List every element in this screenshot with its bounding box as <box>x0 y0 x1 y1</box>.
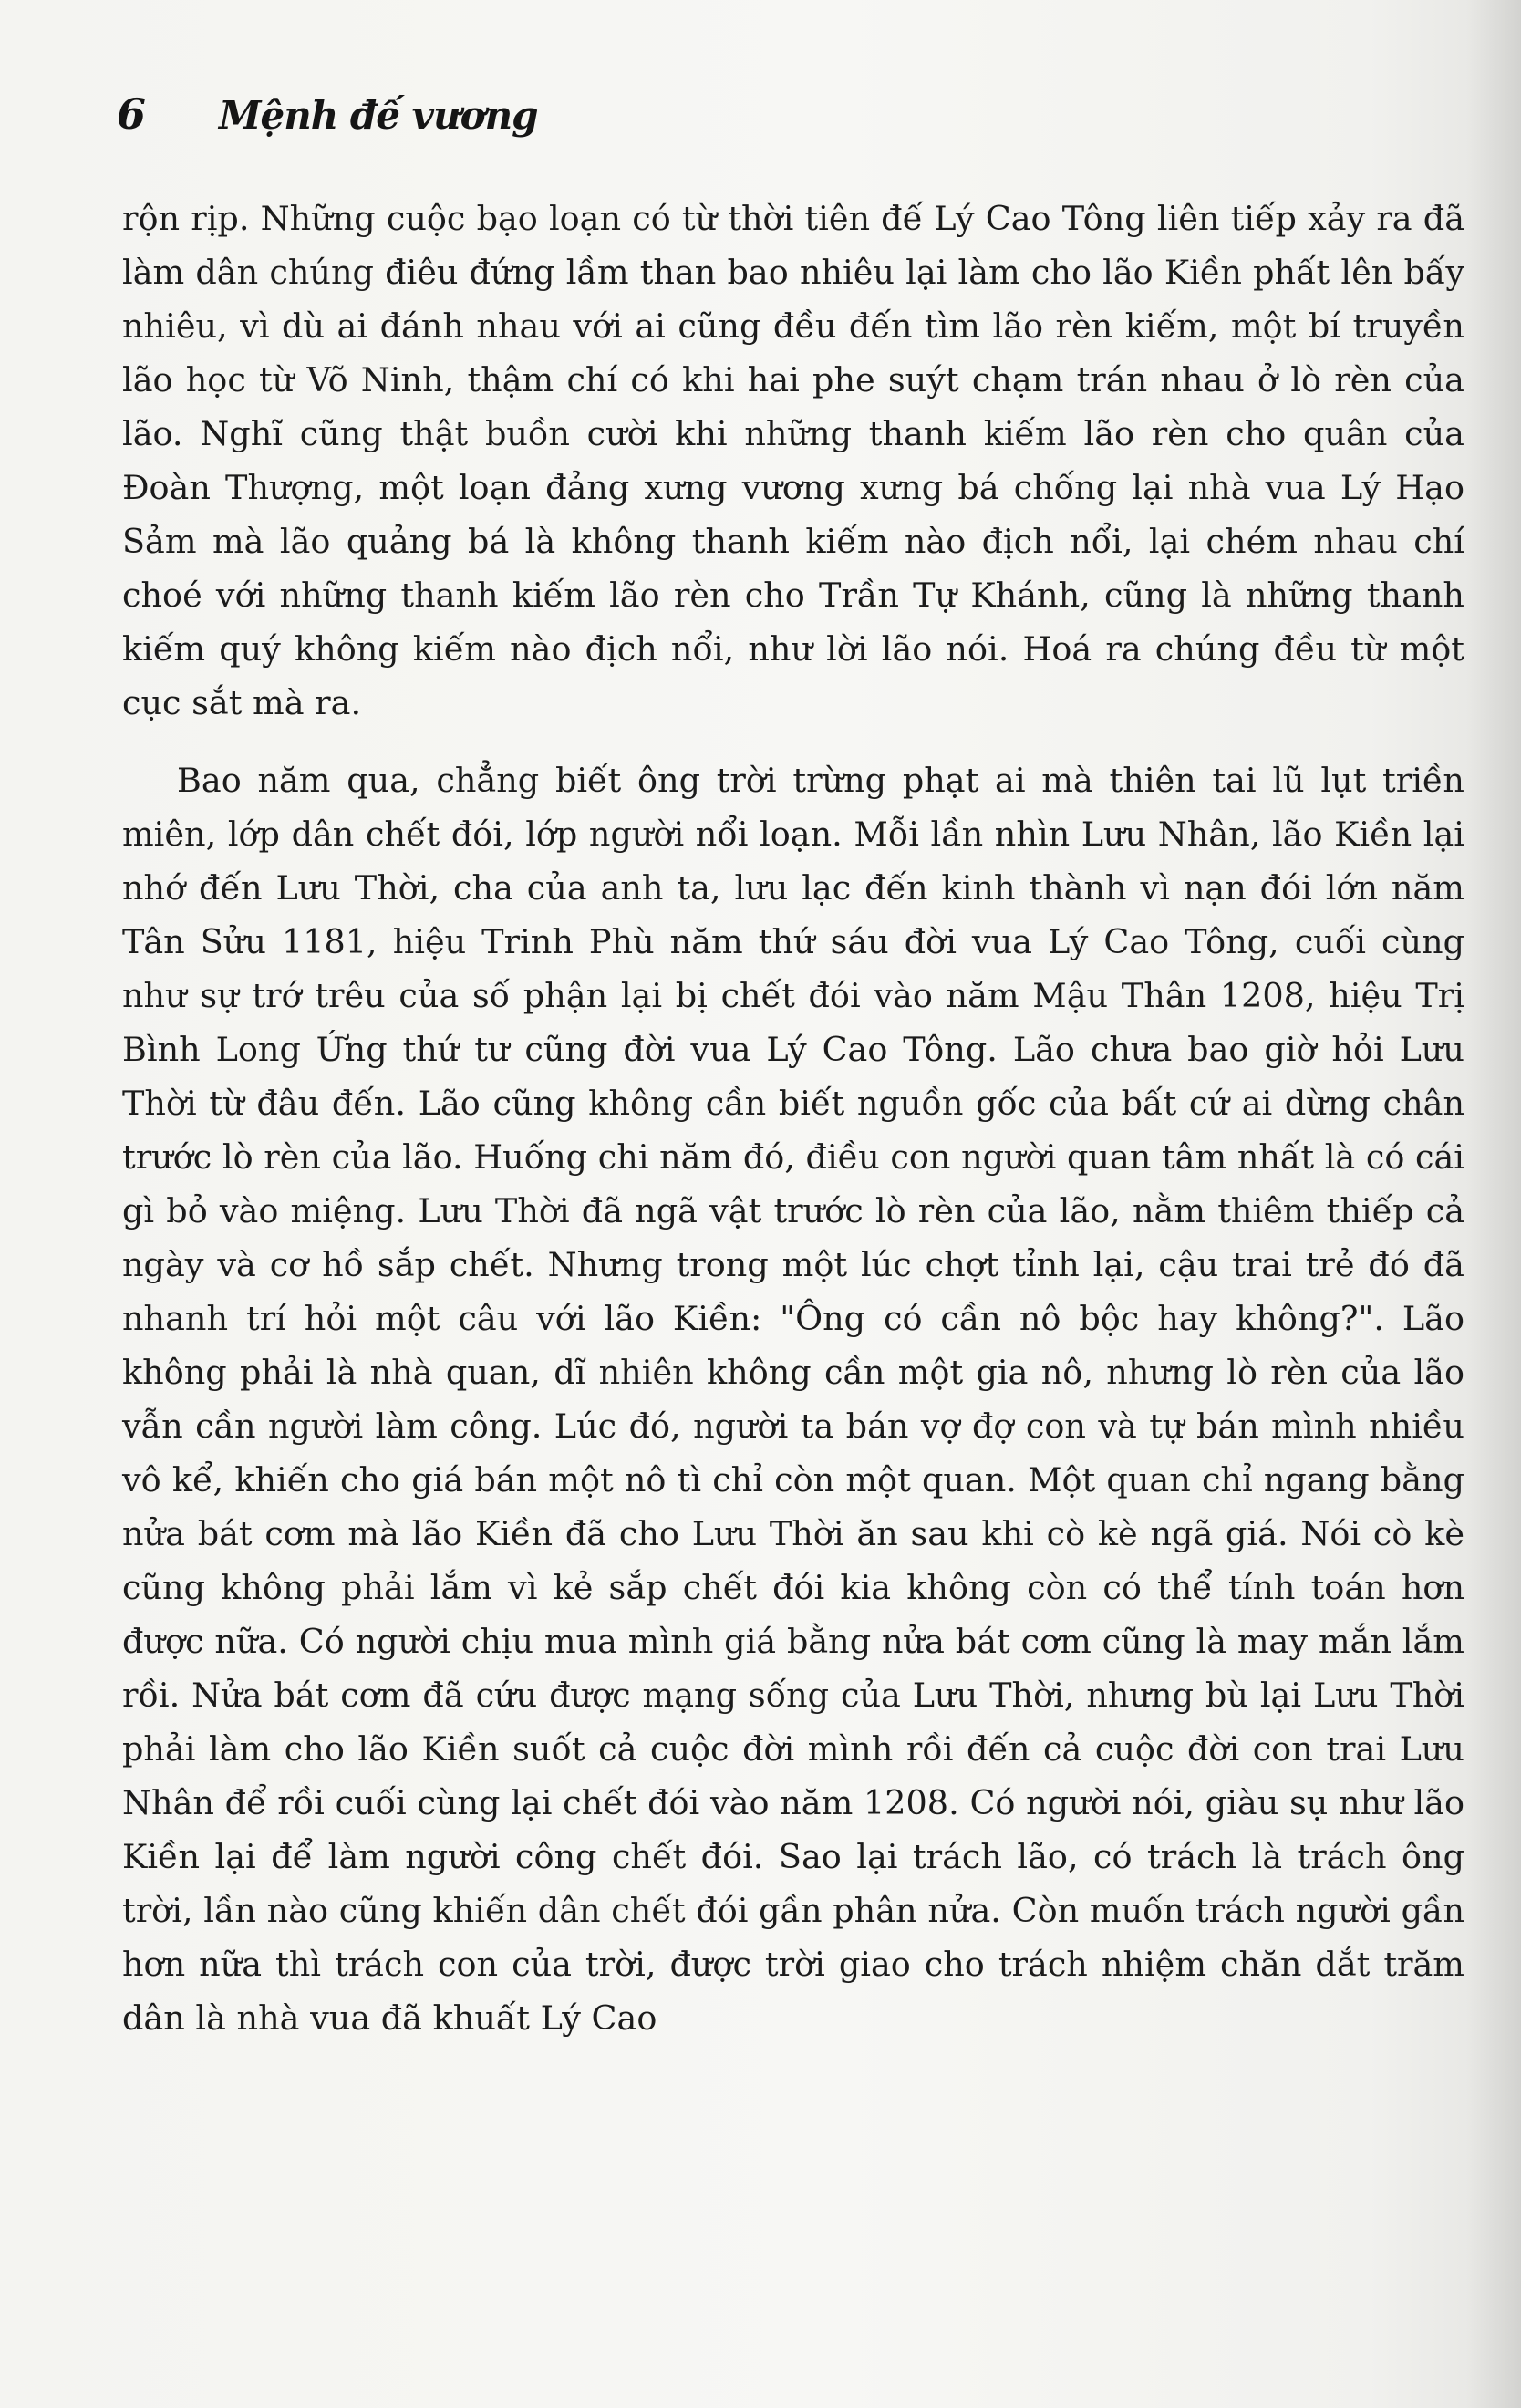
page-edge-shadow <box>1466 0 1521 2408</box>
running-title: Mệnh đế vương <box>219 93 538 138</box>
paragraph-1: rộn rịp. Những cuộc bạo loạn có từ thời tiên đế Lý Cao Tông liên tiếp xảy ra đã làm dân chúng điêu đứng lầm than bao nhiêu lại làm cho lão Kiền phất lên bấy nhiêu, vì dù ai đánh nhau với ai cũng đều đến tìm lão rèn kiếm, một bí truyền lão học từ Võ Ninh, thậm chí có khi hai phe suýt chạm trán nhau ở lò rèn của lão. Nghĩ cũng thật buồn cười khi những thanh kiếm lão rèn cho quân của Đoàn Thượng, một loạn đảng xưng vương xưng bá chống lại nhà vua Lý Hạo Sảm mà lão quảng bá là không thanh kiếm nào địch nổi, lại chém nhau chí choé với những thanh kiếm lão rèn cho Trần Tự Khánh, cũng là những thanh kiếm quý không kiếm nào địch nổi, như lời lão nói. Hoá ra chúng đều từ một cục sắt mà ra. <box>122 199 1464 722</box>
page-header <box>117 89 538 153</box>
body-text <box>122 192 1464 2045</box>
paragraph-2: Bao năm qua, chẳng biết ông trời trừng phạt ai mà thiên tai lũ lụt triền miên, lớp dân chết đói, lớp người nổi loạn. Mỗi lần nhìn Lưu Nhân, lão Kiền lại nhớ đến Lưu Thời, cha của anh ta, lưu lạc đến kinh thành vì nạn đói lớn năm Tân Sửu 1181, hiệu Trinh Phù năm thứ sáu đời vua Lý Cao Tông, cuối cùng như sự trớ trêu của số phận lại bị chết đói vào năm Mậu Thân 1208, hiệu Trị Bình Long Ứng thứ tư cũng đời vua Lý Cao Tông. Lão chưa bao giờ hỏi Lưu Thời từ đâu đến. Lão cũng không cần biết nguồn gốc của bất cứ ai dừng chân trước lò rèn của lão. Huống chi năm đó, điều con người quan tâm nhất là có cái gì bỏ vào miệng. Lưu Thời đã ngã vật trước lò rèn của lão, nằm thiêm thiếp cả ngày và cơ hồ sắp chết. Nhưng trong một lúc chợt tỉnh lại, cậu trai trẻ đó đã nhanh trí hỏi một câu với lão Kiền: "Ông có cần nô bộc hay không?". Lão không phải là nhà quan, dĩ nhiên không cần một gia nô, nhưng lò rèn của lão vẫn cần người làm công. Lúc đó, người ta bán vợ đợ con và tự bán mình nhiều vô kể, khiến cho giá bán một nô tì chỉ còn một quan. Một quan chỉ ngang bằng nửa bát cơm mà lão Kiền đã cho Lưu Thời ăn sau khi cò kè ngã giá. Nói cò kè cũng không phải lắm vì kẻ sắp chết đói kia không còn có thể tính toán hơn được nữa. Có người chịu mua mình giá bằng nửa bát cơm cũng là may mắn lắm rồi. Nửa bát cơm đã cứu được mạng sống của Lưu Thời, nhưng bù lại Lưu Thời phải làm cho lão Kiền suốt cả cuộc đời mình rồi đến cả cuộc đời con trai Lưu Nhân để rồi cuối cùng lại chết đói vào năm 1208. Có người nói, giàu sụ như lão Kiền lại để làm người công chết đói. Sao lại trách lão, có trách là trách ông trời, lần nào cũng khiến dân chết đói gần phân nửa. Còn muốn trách người gần hơn nữa thì trách con của trời, được trời giao cho trách nhiệm chăn dắt trăm dân là nhà vua đã khuất Lý Cao <box>122 761 1464 2038</box>
page-number: 6 <box>117 89 147 139</box>
